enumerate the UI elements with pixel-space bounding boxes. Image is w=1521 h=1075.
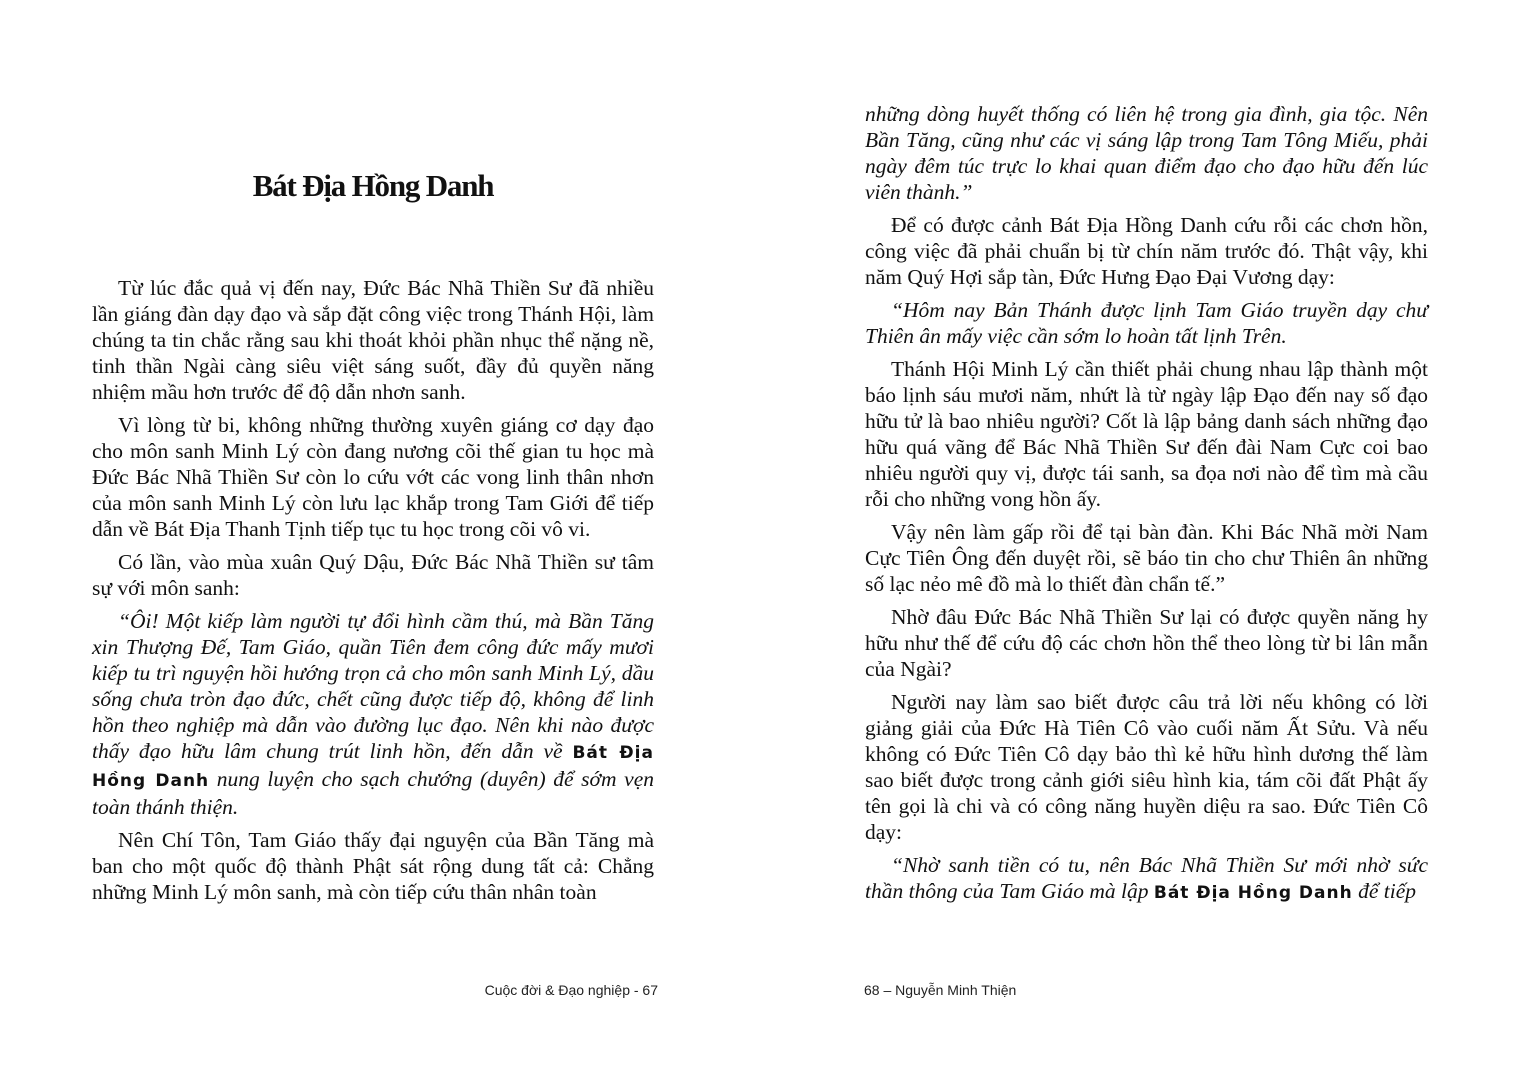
quote-text-part-2: để tiếp xyxy=(1352,879,1416,903)
right-quote-1: “Hôm nay Bản Thánh được lịnh Tam Giáo truyền dạy chư Thiên ân mấy việc cần sớm lo hoàn tất lịnh Trên. xyxy=(865,298,1428,348)
left-paragraph-3: Có lần, vào mùa xuân Quý Dậu, Đức Bác Nhã Thiền sư tâm sự với môn sanh: xyxy=(92,550,654,600)
right-quote-2 xyxy=(865,852,1428,906)
quote-text-part-1: “Nhờ sanh tiền có tu, nên Bác Nhã Thiền Sư mới nhờ sức thần thông của Tam Giáo mà lập xyxy=(865,853,1428,903)
chapter-title: Bát Địa Hồng Danh xyxy=(252,168,494,203)
left-quote-paragraph xyxy=(92,608,654,820)
keyword-bat-dia-hong-danh: Bát Địa Hồng Danh xyxy=(92,743,654,791)
right-paragraph-4: Thánh Hội Minh Lý cần thiết phải chung nhau lập thành một báo lịnh sáu mươi năm, nhứt là từ ngày lập Đạo đến nay số đạo hữu tử là bao nhiêu người? Cốt là lập bảng danh sách những đạo hữu quá vãng để Bác Nhã Thiền Sư đến đài Nam Cực coi bao nhiêu người quy vị, được tái sanh, sa đọa nơi nào để tìm mà cầu rỗi cho những vong hồn ấy. xyxy=(865,357,1428,511)
right-paragraph-5: Vậy nên làm gấp rồi để tại bàn đàn. Khi Bác Nhã mời Nam Cực Tiên Ông đến duyệt rồi, sẽ báo tin cho chư Thiên ân những số lạc nẻo mê đồ mà lo thiết đàn chẩn tế.” xyxy=(865,520,1428,596)
left-paragraph-5: Nên Chí Tôn, Tam Giáo thấy đại nguyện của Bần Tăng mà ban cho một quốc độ thành Phật sát rộng dung tất cả: Chẳng những Minh Lý môn sanh, mà còn tiếp cứu thân nhân toàn xyxy=(92,828,654,904)
right-paragraph-1: những dòng huyết thống có liên hệ trong gia đình, gia tộc. Nên Bần Tăng, cũng như các vị sáng lập trong Tam Tông Miếu, phải ngày đêm túc trực lo khai quan điểm đạo cho đạo hữu đến lúc viên thành.” xyxy=(865,102,1428,204)
left-page-footer: Cuộc đời & Đạo nghiệp - 67 xyxy=(484,982,658,998)
left-paragraph-1: Từ lúc đắc quả vị đến nay, Đức Bác Nhã Thiền Sư đã nhiều lần giáng đàn dạy đạo và sắp đặt công việc trong Thánh Hội, làm chúng ta tin chắc rằng sau khi thoát khỏi phần nhục thể nặng nề, tinh thần Ngài càng siêu việt sáng suốt, đầy đủ quyền năng nhiệm mầu hơn trước để độ dẫn nhơn sanh. xyxy=(92,276,654,404)
right-paragraph-7: Người nay làm sao biết được câu trả lời nếu không có lời giảng giải của Đức Hà Tiên Cô vào cuối năm Ất Sửu. Và nếu không có Đức Tiên Cô dạy bảo thì kẻ hữu hình dương thế làm sao biết được trong cảnh giới siêu hình kia, tám cõi đất Phật ấy tên gọi là chi và có công năng huyền diệu ra sao. Đức Tiên Cô dạy: xyxy=(865,690,1428,844)
right-paragraph-2: Để có được cảnh Bát Địa Hồng Danh cứu rỗi các chơn hồn, công việc đã phải chuẩn bị từ chín năm trước đó. Thật vậy, khi năm Quý Hợi sắp tàn, Đức Hưng Đạo Đại Vương dạy: xyxy=(865,213,1428,289)
quote-text-part-1: “Ôi! Một kiếp làm người tự đổi hình cầm thú, mà Bần Tăng xin Thượng Đế, Tam Giáo, quần Tiên đem công đức mấy mươi kiếp tu trì nguyện hồi hướng trọn cả cho môn sanh Minh Lý, dầu sống chưa tròn đạo đức, chết cũng được tiếp độ, không để linh hồn theo nghiệp mà dẫn vào đường lục đạo. Nên khi nào được thấy đạo hữu lâm chung trút linh hồn, đến dẫn về xyxy=(92,609,654,763)
left-page-body xyxy=(92,275,654,912)
right-page-footer: 68 – Nguyễn Minh Thiện xyxy=(864,982,1017,998)
right-paragraph-6: Nhờ đâu Đức Bác Nhã Thiền Sư lại có được quyền năng hy hữu như thế để cứu độ các chơn hồn thể theo lòng từ bi lân mẫn của Ngài? xyxy=(865,605,1428,681)
right-page-body xyxy=(865,101,1428,913)
keyword-bat-dia-hong-danh: Bát Địa Hồng Danh xyxy=(1153,883,1353,903)
left-paragraph-2: Vì lòng từ bi, không những thường xuyên giáng cơ dạy đạo cho môn sanh Minh Lý còn đang nương cõi thế gian tu học mà Đức Bác Nhã Thiền Sư còn lo cứu vớt các vong linh thân nhơn của môn sanh Minh Lý còn lưu lạc khắp trong Tam Giới để tiếp dẫn về Bát Địa Thanh Tịnh tiếp tục tu học trong cõi vô vi. xyxy=(92,413,654,541)
quote-text-part-2: nung luyện cho sạch chướng (duyên) để sớm vẹn toàn thánh thiện. xyxy=(92,767,655,819)
